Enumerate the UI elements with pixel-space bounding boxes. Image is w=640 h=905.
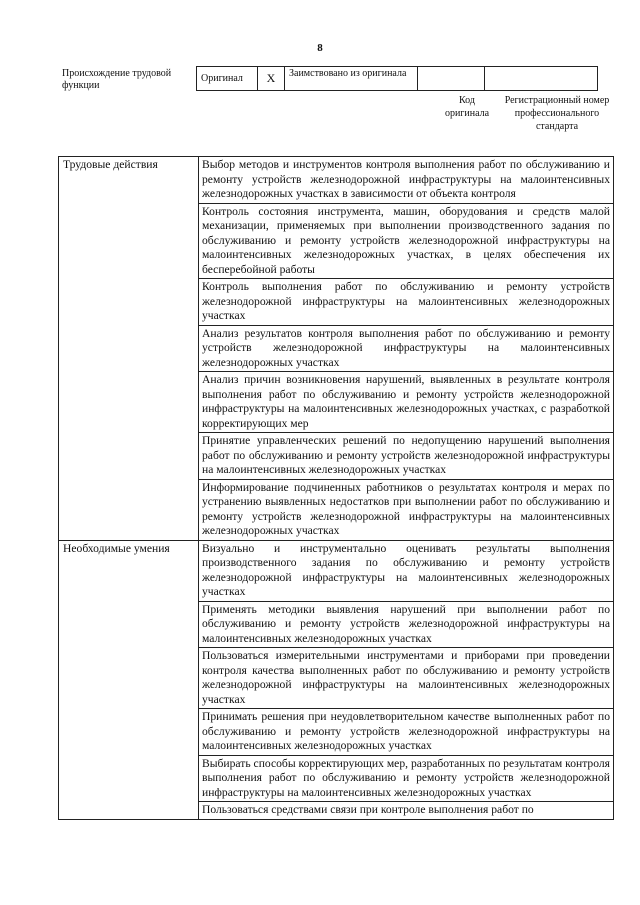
table-row xyxy=(59,540,614,601)
code-cell xyxy=(418,67,485,91)
table-item: Информирование подчиненных работников о результатах контроля и мерах по устранению выявленных недостатков при выполнении работ по обслуживанию и ремонту устройств железнодорожной инфраструктуры на малоинтенсивных железнодорожных участках xyxy=(199,479,614,540)
table-item: Визуально и инструментально оценивать результаты выполнения производственного задания по обслуживанию и ремонту устройств железнодорожной инфраструктуры на малоинтенсивных железнодорожных участках xyxy=(199,540,614,601)
table-item: Анализ причин возникновения нарушений, выявленных в результате контроля выполнения работ по обслуживанию и ремонту устройств железнодорожной инфраструктуры на малоинтенсивных железнодорожных участках, с разработкой корректирующих мер xyxy=(199,372,614,433)
group-title: Трудовые действия xyxy=(59,157,199,541)
table-item: Применять методики выявления нарушений при выполнении работ по обслуживанию и ремонту устройств железнодорожной инфраструктуры на малоинтенсивных железнодорожных участках xyxy=(199,601,614,648)
table-item: Выбор методов и инструментов контроля выполнения работ по обслуживанию и ремонту устройств железнодорожной инфраструктуры на малоинтенсивных железнодорожных участках в зависимости от объекта контроля xyxy=(199,157,614,204)
borrowed-label: Заимствовано из оригинала xyxy=(285,67,418,91)
reg-number-cell xyxy=(485,67,598,91)
table-item: Принимать решения при неудовлетворительном качестве выполненных работ по обслуживанию и ремонту устройств железнодорожной инфраструктуры на малоинтенсивных железнодорожных участках xyxy=(199,709,614,756)
origin-label: Происхождение трудовой функции xyxy=(62,68,172,91)
code-caption: Код оригинала xyxy=(444,95,490,119)
origin-table xyxy=(196,66,598,91)
table-row xyxy=(59,157,614,204)
original-mark: X xyxy=(258,67,285,91)
table-item: Выбирать способы корректирующих мер, разработанных по результатам контроля выполнения работ по обслуживанию и ремонту устройств железнодорожной инфраструктуры на малоинтенсивных железнодорожных участках xyxy=(199,755,614,802)
reg-number-caption: Регистрационный номер профессионального стандарта xyxy=(504,95,610,132)
function-table xyxy=(58,156,614,820)
table-item: Контроль выполнения работ по обслуживанию и ремонту устройств железнодорожной инфраструктуры на малоинтенсивных железнодорожных участках xyxy=(199,279,614,326)
table-item: Пользоваться средствами связи при контроле выполнения работ по xyxy=(199,802,614,820)
group-title: Необходимые умения xyxy=(59,540,199,819)
table-item: Пользоваться измерительными инструментами и приборами при проведении контроля качества выполненных работ по обслуживанию и ремонту устройств железнодорожной инфраструктуры на малоинтенсивных железнодорожных участках xyxy=(199,648,614,709)
table-item: Принятие управленческих решений по недопущению нарушений выполнения работ по обслуживанию и ремонту устройств железнодорожной инфраструктуры на малоинтенсивных железнодорожных участках xyxy=(199,433,614,480)
page-number: 8 xyxy=(317,42,323,54)
table-item: Контроль состояния инструмента, машин, оборудования и средств малой механизации, применяемых при выполнении производственного задания по обслуживанию и ремонту устройств железнодорожной инфраструктуры на малоинтенсивных железнодорожных участках, в целях обеспечения их бесперебойной работы xyxy=(199,203,614,279)
original-label: Оригинал xyxy=(197,67,258,91)
table-item: Анализ результатов контроля выполнения работ по обслуживанию и ремонту устройств железнодорожной инфраструктуры на малоинтенсивных железнодорожных участках xyxy=(199,325,614,372)
